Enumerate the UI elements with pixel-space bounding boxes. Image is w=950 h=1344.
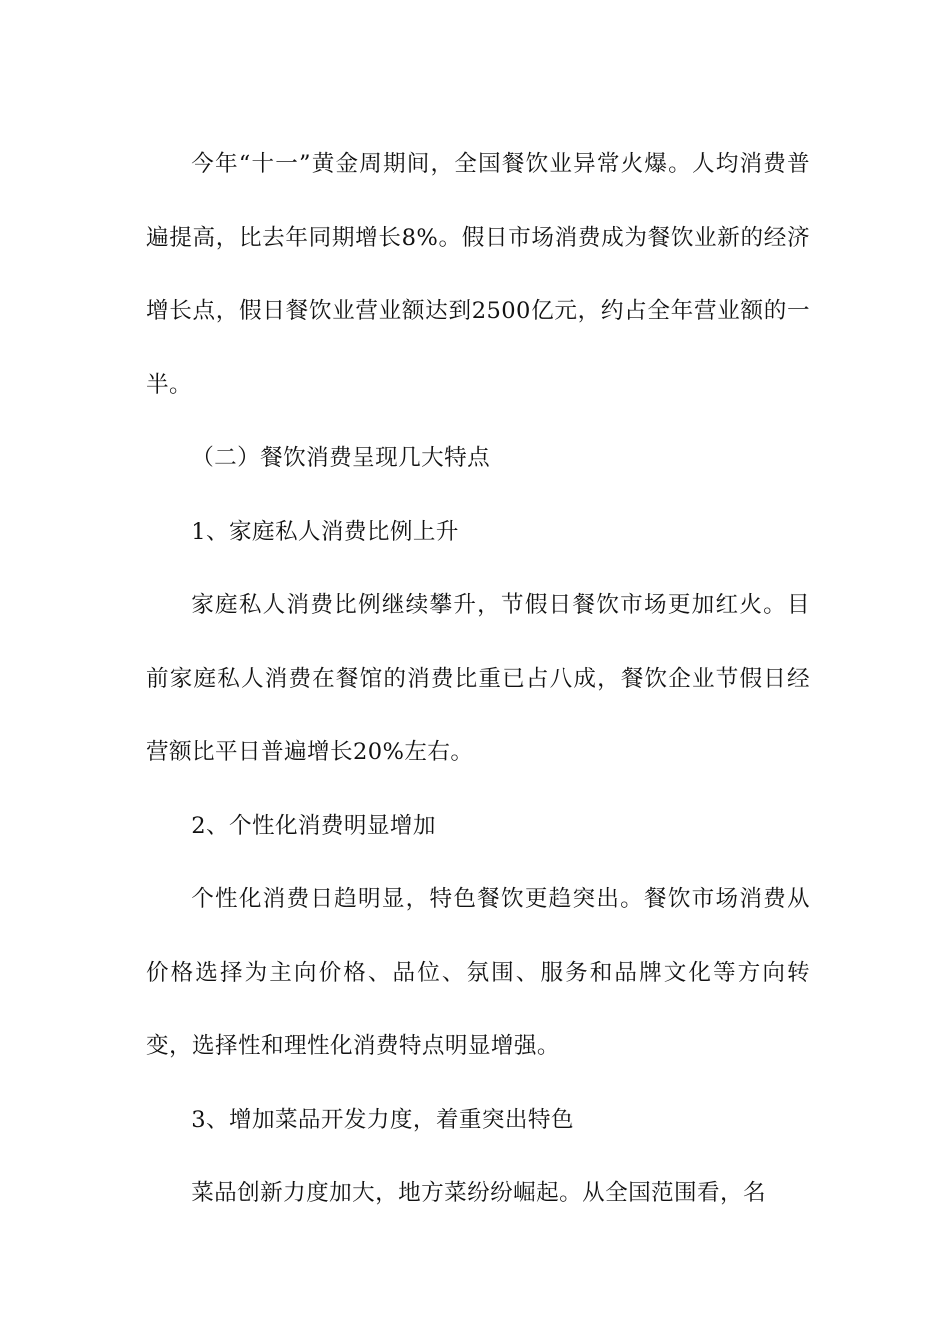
- paragraph-personalized-consumption: 个性化消费日趋明显，特色餐饮更趋突出。餐饮市场消费从价格选择为主向价格、品位、氛围、服务和品牌文化等方向转变，选择性和理性化消费特点明显增强。: [146, 886, 810, 1059]
- paragraph-family-consumption: 家庭私人消费比例继续攀升，节假日餐饮市场更加红火。目前家庭私人消费在餐馆的消费比重已占八成，餐饮企业节假日经营额比平日普遍增长20%左右。: [146, 592, 810, 765]
- document-body: [146, 128, 810, 1231]
- subheading-dish-development: 3、增加菜品开发力度，着重突出特色: [191, 1106, 574, 1133]
- subheading-family-consumption: 1、家庭私人消费比例上升: [191, 518, 459, 545]
- paragraph-golden-week: 今年“十一”黄金周期间，全国餐饮业异常火爆。人均消费普遍提高，比去年同期增长8%。假日市场消费成为餐饮业新的经济增长点，假日餐饮业营业额达到2500亿元，约占全年营业额的一半。: [146, 151, 810, 398]
- subheading-personalized-consumption: 2、个性化消费明显增加: [191, 812, 436, 839]
- paragraph-dish-innovation: 菜品创新力度加大，地方菜纷纷崛起。从全国范围看，名: [191, 1180, 767, 1206]
- section-heading-consumption-features: （二）餐饮消费呈现几大特点: [191, 445, 491, 471]
